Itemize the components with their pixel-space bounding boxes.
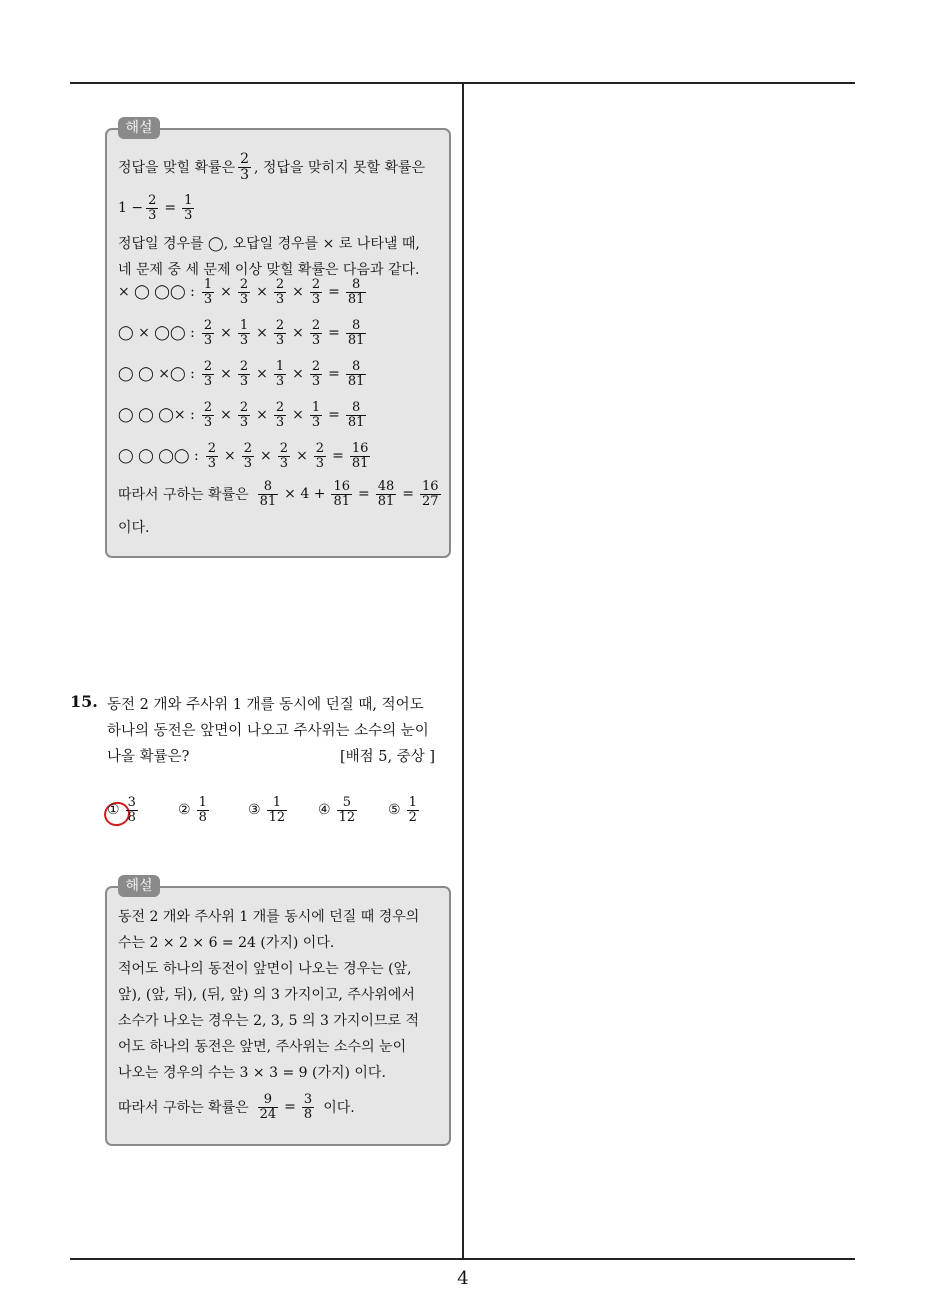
answer-choice-2[interactable]	[178, 796, 212, 824]
case-line: ◯ × ◯◯ : $\frac{2}{3}$ × $\frac{1}{3}$ × $\frac{2}{3}$ × $\frac{2}{3}$ = $\frac{8}{81}$	[118, 317, 365, 348]
fraction: $\frac{2}{3}$	[311, 317, 321, 348]
answer-choice-5[interactable]	[388, 796, 422, 824]
fraction: $\frac{2}{3}$	[279, 440, 289, 471]
choice-mark: ④	[318, 802, 331, 819]
answer-choice-4[interactable]	[318, 796, 360, 824]
fraction: $\frac{2}{3}$	[311, 276, 321, 307]
fraction: $\frac{8}{81}$	[259, 478, 277, 509]
solution14-final-post: 이다.	[118, 520, 150, 536]
fraction: $\frac{2}{3}$	[203, 358, 213, 389]
solution14-final: 따라서 구하는 확률은 $\frac{8}{81}$ × 4 + $\frac{16}{81}$ = $\frac{48}{81}$ = $\frac{16}{27}$	[118, 478, 439, 509]
solution15-line2: 수는 2 × 2 × 6 = 24 (가지) 이다.	[118, 935, 335, 951]
solution15-line5: 소수가 나오는 경우는 2, 3, 5 의 3 가지이므로 적	[118, 1013, 419, 1029]
question-line2: 하나의 동전은 앞면이 나오고 주사위는 소수의 눈이	[107, 723, 429, 739]
fraction: $\frac{1}{3}$	[275, 358, 285, 389]
case-label: ◯ × ◯◯ :	[118, 325, 195, 341]
fraction: $\frac{5}{12}$	[338, 795, 356, 825]
fraction: $\frac{3}{8}$	[303, 1091, 313, 1122]
fraction: $\frac{1}{3}$	[184, 192, 193, 223]
question-number: 15.	[70, 692, 98, 711]
fraction: $\frac{2}{3}$	[275, 399, 285, 430]
choice-mark: ②	[178, 802, 191, 819]
fraction: $\frac{1}{2}$	[408, 795, 417, 825]
fraction: $\frac{2}{3}$	[239, 358, 249, 389]
fraction: $\frac{2}{3}$	[207, 440, 217, 471]
solution-tag: 해설	[118, 875, 160, 897]
case-line: × ◯ ◯◯ : $\frac{1}{3}$ × $\frac{2}{3}$ × $\frac{2}{3}$ × $\frac{2}{3}$ = $\frac{8}{81}$	[118, 276, 365, 307]
fraction: $\frac{2}{3}$	[240, 150, 250, 183]
fraction: $\frac{2}{3}$	[315, 440, 325, 471]
fraction: $\frac{3}{8}$	[127, 795, 136, 825]
solution15-line3: 적어도 하나의 동전이 앞면이 나오는 경우는 (앞,	[118, 961, 412, 977]
solution15-line6: 어도 하나의 동전은 앞면, 주사위는 소수의 눈이	[118, 1039, 407, 1055]
answer-choice-1[interactable]	[107, 796, 141, 824]
fraction-result: $\frac{8}{81}$	[347, 317, 365, 348]
case-label: ◯ ◯ ×◯ :	[118, 366, 195, 382]
case-label: × ◯ ◯◯ :	[118, 284, 195, 300]
choice-mark: ⑤	[388, 802, 401, 819]
fraction: $\frac{16}{81}$	[333, 478, 350, 509]
choice-mark: ③	[248, 802, 261, 819]
fraction: $\frac{48}{81}$	[377, 478, 395, 509]
fraction: $\frac{2}{3}$	[275, 276, 285, 307]
solution15-final: 따라서 구하는 확률은 $\frac{9}{24}$ = $\frac{3}{8}$ 이다.	[118, 1091, 355, 1122]
fraction: $\frac{2}{3}$	[239, 276, 249, 307]
choice-mark: ①	[107, 802, 120, 819]
fraction: $\frac{2}{3}$	[148, 192, 157, 223]
fraction: $\frac{1}{3}$	[239, 317, 249, 348]
fraction: $\frac{1}{12}$	[268, 795, 286, 825]
fraction: $\frac{2}{3}$	[203, 317, 213, 348]
solution14-line3: 정답일 경우를 ◯, 오답일 경우를 × 로 나타낼 때,	[118, 236, 420, 252]
answer-choice-3[interactable]	[248, 796, 290, 824]
fraction: $\frac{9}{24}$	[259, 1091, 277, 1122]
question-line3: 나올 확률은?	[107, 749, 190, 765]
fraction: $\frac{2}{3}$	[239, 399, 249, 430]
fraction: $\frac{16}{27}$	[422, 478, 439, 509]
question-meta: [배점 5, 중상 ]	[340, 749, 436, 765]
page-number: 4	[457, 1268, 469, 1289]
solution14-line2: 1 − $\frac{2}{3}$ = $\frac{1}{3}$	[118, 192, 193, 223]
solution15-line7: 나오는 경우의 수는 3 × 3 = 9 (가지) 이다.	[118, 1065, 386, 1081]
column-divider	[462, 82, 464, 1259]
fraction: $\frac{1}{8}$	[198, 795, 207, 825]
solution14-line1: 정답을 맞힐 확률은 $\frac{2}{3}$ , 정답을 맞히지 못할 확률은	[118, 150, 426, 183]
solution14-line4: 네 문제 중 세 문제 이상 맞힐 확률은 다음과 같다.	[118, 262, 420, 278]
fraction: $\frac{2}{3}$	[275, 317, 285, 348]
fraction-result: $\frac{16}{81}$	[351, 440, 369, 471]
question-line1: 동전 2 개와 주사위 1 개를 동시에 던질 때, 적어도	[107, 697, 424, 713]
fraction: $\frac{2}{3}$	[243, 440, 253, 471]
case-label: ◯ ◯ ◯× :	[118, 407, 195, 423]
fraction: $\frac{2}{3}$	[203, 399, 213, 430]
solution15-line1: 동전 2 개와 주사위 1 개를 동시에 던질 때 경우의	[118, 909, 420, 925]
fraction: $\frac{1}{3}$	[203, 276, 213, 307]
fraction-result: $\frac{8}{81}$	[347, 276, 365, 307]
case-line: ◯ ◯ ◯◯ : $\frac{2}{3}$ × $\frac{2}{3}$ × $\frac{2}{3}$ × $\frac{2}{3}$ = $\frac{16}{81}$	[118, 440, 369, 471]
solution15-line4: 앞), (앞, 뒤), (뒤, 앞) 의 3 가지이고, 주사위에서	[118, 987, 415, 1003]
bottom-rule	[70, 1258, 855, 1260]
fraction-result: $\frac{8}{81}$	[347, 358, 365, 389]
fraction: $\frac{1}{3}$	[311, 399, 321, 430]
case-label: ◯ ◯ ◯◯ :	[118, 448, 199, 464]
solution-tag: 해설	[118, 117, 160, 139]
case-line: ◯ ◯ ◯× : $\frac{2}{3}$ × $\frac{2}{3}$ × $\frac{2}{3}$ × $\frac{1}{3}$ = $\frac{8}{81}$	[118, 399, 365, 430]
fraction-result: $\frac{8}{81}$	[347, 399, 365, 430]
case-line: ◯ ◯ ×◯ : $\frac{2}{3}$ × $\frac{2}{3}$ × $\frac{1}{3}$ × $\frac{2}{3}$ = $\frac{8}{81}$	[118, 358, 365, 389]
fraction: $\frac{2}{3}$	[311, 358, 321, 389]
